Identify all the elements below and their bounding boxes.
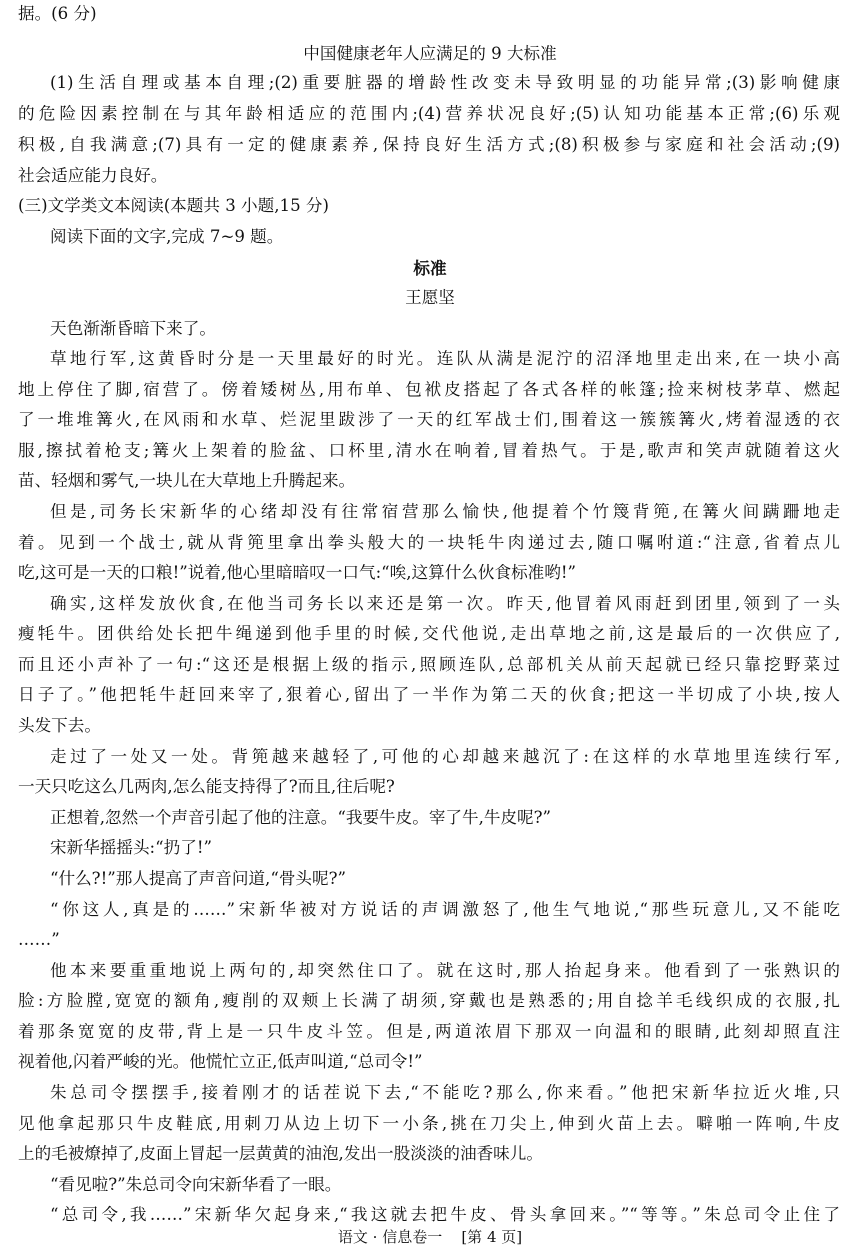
article-line: 服,擦拭着枪支;篝火上架着的脸盆、口杯里,清水在响着,冒着热气。于是,歌声和笑声就随着这火	[18, 441, 840, 460]
article-line: ……”	[18, 930, 60, 949]
article-line: 瘦牦牛。团供给处长把牛绳递到他手里的时候,交代他说,走出草地之前,这是最后的一次供应了,	[18, 624, 840, 643]
article-line: 脸:方脸膛,宽宽的额角,瘦削的双颊上长满了胡须,穿戴也是熟悉的;用自捻羊毛线织成的衣服,扎	[18, 991, 840, 1010]
page-footer	[0, 1227, 860, 1249]
article-line: 着。见到一个战士,就从背篼里拿出拳头般大的一块牦牛肉递过去,随口嘱咐道:“注意,省着点儿	[18, 533, 840, 552]
article-line: “什么?!”那人提高了声音问道,“骨头呢?”	[50, 869, 346, 888]
article-line: 了一堆堆篝火,在风雨和水草、烂泥里跋涉了一天的红军战士们,围着这一簇簇篝火,烤着湿透的衣	[18, 410, 840, 429]
article-line: 正想着,忽然一个声音引起了他的注意。“我要牛皮。宰了牛,牛皮呢?”	[50, 808, 552, 827]
article-line: 宋新华摇摇头:“扔了!”	[50, 838, 212, 857]
article-line: “总司令,我……”宋新华欠起身来,“我这就去把牛皮、骨头拿回来。”“等等。”朱总司令止住了	[50, 1205, 840, 1224]
article-author: 王愿坚	[405, 288, 455, 307]
article-line: 着那条宽宽的皮带,背上是一只牛皮斗笠。但是,两道浓眉下那双一向温和的眼睛,此刻却照直注	[18, 1022, 840, 1041]
footer-page-number: [第 4 页]	[461, 1228, 523, 1246]
article-line: 吃,这可是一天的口粮!”说着,他心里暗暗叹一口气:“唉,这算什么伙食标准哟!”	[18, 563, 577, 582]
article-title: 标准	[413, 258, 447, 278]
article-line: 确实,这样发放伙食,在他当司务长以来还是第一次。昨天,他冒着风雨赶到团里,领到了一头	[50, 594, 840, 613]
article-line: “你这人,真是的……”宋新华被对方说话的声调激怒了,他生气地说,“那些玩意儿,又不能吃	[50, 900, 840, 919]
article-line: 朱总司令摆摆手,接着刚才的话茬说下去,“不能吃?那么,你来看。”他把宋新华拉近火堆,只	[50, 1083, 840, 1102]
standards-title: 中国健康老年人应满足的 9 大标准	[303, 44, 557, 63]
footer-subject: 语文	[337, 1228, 368, 1246]
article-line: 草地行军,这黄昏时分是一天里最好的时光。连队从满是泥泞的沼泽地里走出来,在一块小高	[50, 349, 840, 368]
section-instruction: 阅读下面的文字,完成 7~9 题。	[50, 227, 284, 246]
article-line: 地上停住了脚,宿营了。傍着矮树丛,用布单、包袱皮搭起了各式各样的帐篷;捡来树枝茅草、燃起	[18, 380, 840, 399]
article-line: 上的毛被燎掉了,皮面上冒起一层黄黄的油泡,发出一股淡淡的油香味儿。	[18, 1144, 543, 1163]
article-line: 头发下去。	[18, 716, 101, 735]
article-line: 日子了。”他把牦牛赶回来宰了,狠着心,留出了一半作为第二天的伙食;把这一半切成了小块,按人	[18, 685, 840, 704]
top-line: 据。(6 分)	[18, 4, 97, 23]
standards-line: 的危险因素控制在与其年龄相适应的范围内;(4)营养状况良好;(5)认知功能基本正常;(6)乐观	[18, 104, 840, 123]
article-line: 见他拿起那只牛皮鞋底,用刺刀从边上切下一小条,挑在刀尖上,伸到火苗上去。噼啪一阵响,牛皮	[18, 1114, 840, 1133]
article-line: 走过了一处又一处。背篼越来越轻了,可他的心却越来越沉了:在这样的水草地里连续行军,	[50, 747, 840, 766]
article-line: 但是,司务长宋新华的心绪却没有往常宿营那么愉快,他提着个竹篾背篼,在篝火间蹒跚地走	[50, 502, 840, 521]
article-line: 天色渐渐昏暗下来了。	[50, 319, 216, 338]
footer-paper: 信息卷一	[382, 1228, 443, 1246]
article-line: 他本来要重重地说上两句的,却突然住口了。就在这时,那人抬起身来。他看到了一张熟识的	[50, 961, 840, 980]
article-line: 而且还小声补了一句:“这还是根据上级的指示,照顾连队,总部机关从前天起就已经只靠挖野菜过	[18, 655, 840, 674]
article-line: “看见啦?”朱总司令向宋新华看了一眼。	[50, 1175, 342, 1194]
article-line: 视着他,闪着严峻的光。他慌忙立正,低声叫道,“总司令!”	[18, 1052, 423, 1071]
article-line: 苗、轻烟和雾气,一块儿在大草地上升腾起来。	[18, 471, 356, 490]
standards-line: (1)生活自理或基本自理;(2)重要脏器的增龄性改变未导致明显的功能异常;(3)影响健康	[50, 73, 840, 92]
standards-line: 积极,自我满意;(7)具有一定的健康素养,保持良好生活方式;(8)积极参与家庭和社会活动;(9)	[18, 135, 840, 154]
footer-separator: ·	[372, 1228, 378, 1246]
article-line: 一天只吃这么几两肉,怎么能支持得了?而且,往后呢?	[18, 777, 395, 796]
section-heading: (三)文学类文本阅读(本题共 3 小题,15 分)	[18, 196, 329, 215]
standards-line: 社会适应能力良好。	[18, 166, 168, 185]
